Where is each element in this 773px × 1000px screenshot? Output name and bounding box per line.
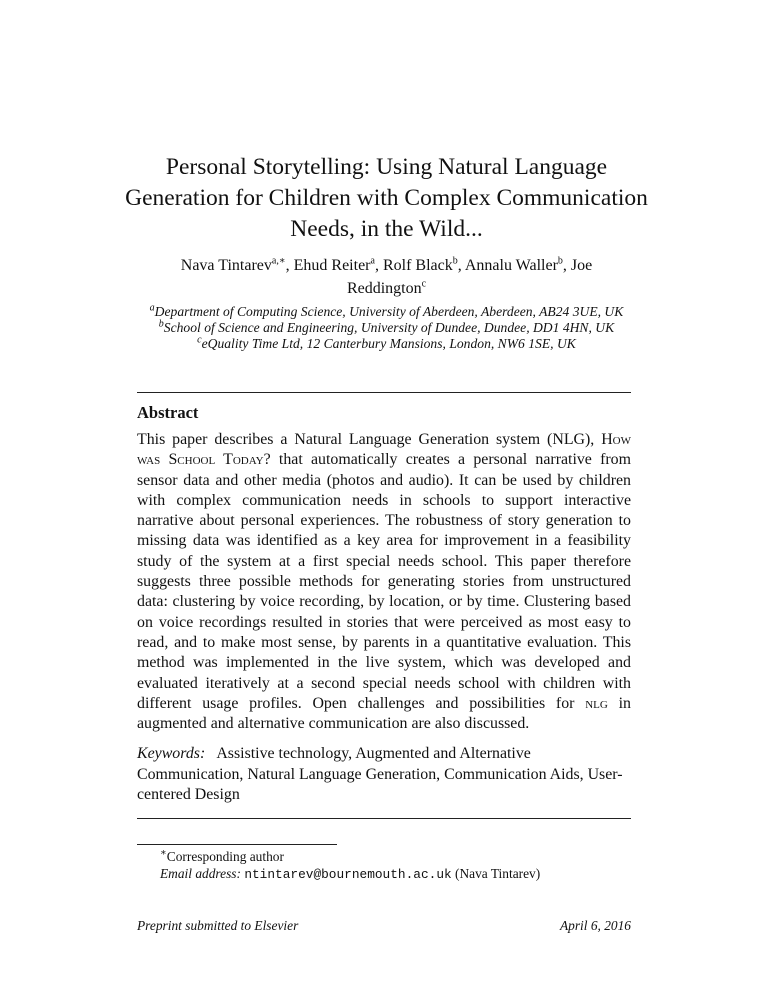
footnote-divider: [137, 844, 337, 845]
author: Nava Tintarev$^{a,∗}$: [180, 255, 286, 274]
affiliation: $^b$School of Science and Engineering, University of Dundee, Dundee, DD1 4HN, UK: [158, 318, 615, 335]
author: Annalu Waller$^b$: [464, 255, 563, 274]
affiliation: $^c$eQuality Time Ltd, 12 Canterbury Mansions, London, NW6 1SE, UK: [197, 334, 576, 351]
keywords: Keywords: Assistive technology, Augmented and Alternative Communication, Natural Language Generation, Communication Aids, User-centered Design: [137, 745, 623, 804]
divider: [137, 392, 631, 393]
abstract-heading: Abstract: [137, 403, 199, 422]
divider: [137, 818, 631, 819]
author: Joe Reddington$^c$: [346, 257, 593, 297]
abstract-text: This paper describes a Natural Language Generation system (NLG), How was School Today? that automatically creates a personal narrative from sensor data and other media (photos and audio). It can be used by children with complex communication needs in schools to support interactive narrative about personal experiences. The robustness of story generation to missing data was identified as a key area for improvement in a feasibility study of the system at a first special needs school. This paper therefore suggests three possible methods for generating stories from unstructured data: clustering by voice recording, by location, or by time. Clustering based on voice recordings resulted in stories that were perceived as most easy to read, and to make most sense, by parents in a quantitative evaluation. This method was implemented in the live system, which was developed and evaluated iteratively at a second special needs school with children with different usage profiles. Open challenges and possibilities for nlg in augmented and alternative communication are also discussed.: [137, 431, 631, 733]
affiliations: [100, 304, 673, 352]
paper-title: Personal Storytelling: Using Natural Language Generation for Children with Complex Communication Needs, in the Wild...: [125, 154, 648, 242]
author: Ehud Reiter$^a$: [293, 255, 375, 274]
footer-preprint: Preprint submitted to Elsevier: [137, 917, 299, 933]
email-link[interactable]: ntintarev@bournemouth.ac.uk: [244, 866, 452, 882]
author-list: Nava Tintarev$^{a,∗}$, Ehud Reiter$^a$, Rolf Black$^b$, Annalu Waller$^b$, Joe Reddington$^c$: [180, 255, 593, 297]
footnote: ∗Corresponding author Email address: ntintarev@bournemouth.ac.uk (Nava Tintarev): [160, 847, 541, 882]
author: Rolf Black$^b$: [382, 255, 458, 274]
footer-date: April 6, 2016: [559, 917, 631, 933]
footer: [137, 917, 631, 934]
affiliation: $^a$Department of Computing Science, University of Aberdeen, Aberdeen, AB24 3UE, UK: [149, 302, 624, 319]
